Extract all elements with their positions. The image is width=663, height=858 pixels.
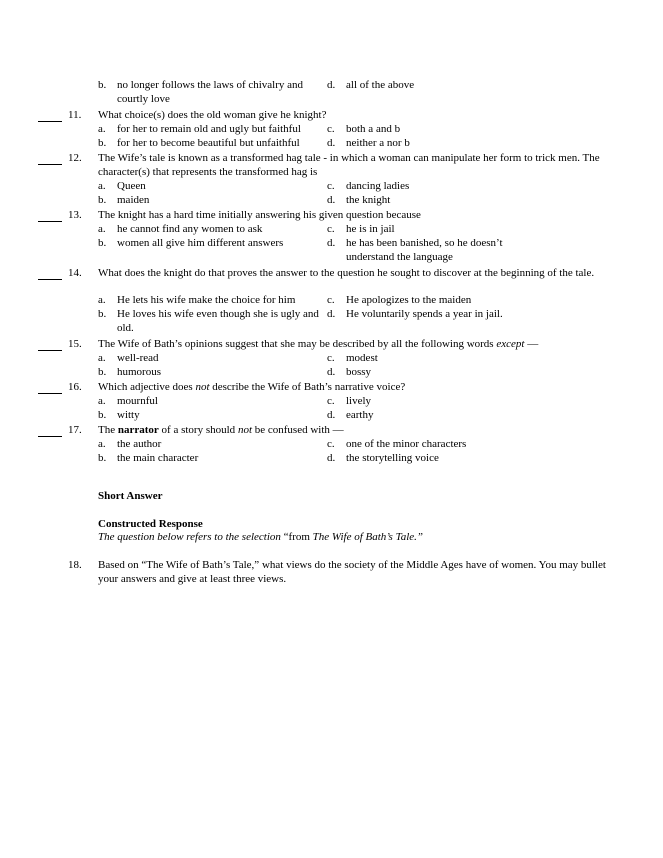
option-d: d. the knight xyxy=(327,194,391,206)
question-stem: What choice(s) does the old woman give he knight? xyxy=(98,109,327,121)
option-a: a. Queen xyxy=(98,180,146,192)
q10-option-b: b. no longer follows the laws of chivalry and courtly love xyxy=(98,79,304,105)
answer-blank-17[interactable] xyxy=(38,426,62,437)
question-number: 13. xyxy=(68,209,82,221)
option-c: c. dancing ladies xyxy=(327,180,410,192)
option-b: b. humorous xyxy=(98,366,161,378)
question-stem: The Wife of Bath’s opinions suggest that she may be described by all the following words except — xyxy=(98,338,539,350)
option-d: d. the storytelling voice xyxy=(327,452,439,464)
question-stem: The narrator of a story should not be confused with — xyxy=(98,424,344,436)
question-stem: The knight has a hard time initially answering his given question because xyxy=(98,209,421,221)
question-number: 17. xyxy=(68,424,82,436)
q10-option-d: d. all of the above xyxy=(327,79,415,91)
question-stem: The Wife’s tale is known as a transformed hag tale - in which a woman can manipulate her form to trick men. The character(s) that represents the transformed hag is xyxy=(98,152,600,178)
option-a: a. for her to remain old and ugly but faithful xyxy=(98,123,301,135)
answer-blank-13[interactable] xyxy=(38,211,62,222)
option-d: d. he has been banished, so he doesn’t understand the language xyxy=(327,237,503,263)
question-stem: Which adjective does not describe the Wife of Bath’s narrative voice? xyxy=(98,381,406,393)
option-a: a. He lets his wife make the choice for him xyxy=(98,294,296,306)
answer-blank-16[interactable] xyxy=(38,383,62,394)
constructed-response-instruction: The question below refers to the selection “from The Wife of Bath’s Tale.” xyxy=(98,531,423,543)
question-number: 15. xyxy=(68,338,82,350)
answer-blank-15[interactable] xyxy=(38,340,62,351)
option-d: d. neither a nor b xyxy=(327,137,410,149)
section-heading-short-answer: Short Answer xyxy=(98,490,163,502)
option-b: b. for her to become beautiful but unfaithful xyxy=(98,137,300,149)
section-heading-constructed-response: Constructed Response xyxy=(98,518,203,530)
option-c: c. modest xyxy=(327,352,378,364)
option-a: a. he cannot find any women to ask xyxy=(98,223,263,235)
option-b: b. the main character xyxy=(98,452,199,464)
option-d: d. earthy xyxy=(327,409,374,421)
question-number: 11. xyxy=(68,109,82,121)
option-c: c. He apologizes to the maiden xyxy=(327,294,472,306)
question-number: 18. xyxy=(68,559,82,571)
question-stem: What does the knight do that proves the answer to the question he sought to discover at the beginning of the tale. xyxy=(98,267,595,279)
option-c: c. both a and b xyxy=(327,123,401,135)
option-c: c. one of the minor characters xyxy=(327,438,467,450)
answer-blank-14[interactable] xyxy=(38,269,62,280)
option-b: b. witty xyxy=(98,409,140,421)
question-number: 12. xyxy=(68,152,82,164)
question-number: 14. xyxy=(68,267,82,279)
answer-blank-12[interactable] xyxy=(38,154,62,165)
option-a: a. the author xyxy=(98,438,162,450)
option-d: d. bossy xyxy=(327,366,372,378)
option-b: b. maiden xyxy=(98,194,150,206)
option-d: d. He voluntarily spends a year in jail. xyxy=(327,308,503,320)
option-c: c. he is in jail xyxy=(327,223,395,235)
option-a: a. well-read xyxy=(98,352,159,364)
option-b: b. women all give him different answers xyxy=(98,237,284,249)
option-b: b. He loves his wife even though she is ugly and old. xyxy=(98,308,319,334)
question-stem-18: Based on “The Wife of Bath’s Tale,” what views do the society of the Middle Ages have of women. You may bullet your answers and give at least three views. xyxy=(98,559,606,585)
answer-blank-11[interactable] xyxy=(38,111,62,122)
option-c: c. lively xyxy=(327,395,372,407)
question-number: 16. xyxy=(68,381,82,393)
option-a: a. mournful xyxy=(98,395,158,407)
